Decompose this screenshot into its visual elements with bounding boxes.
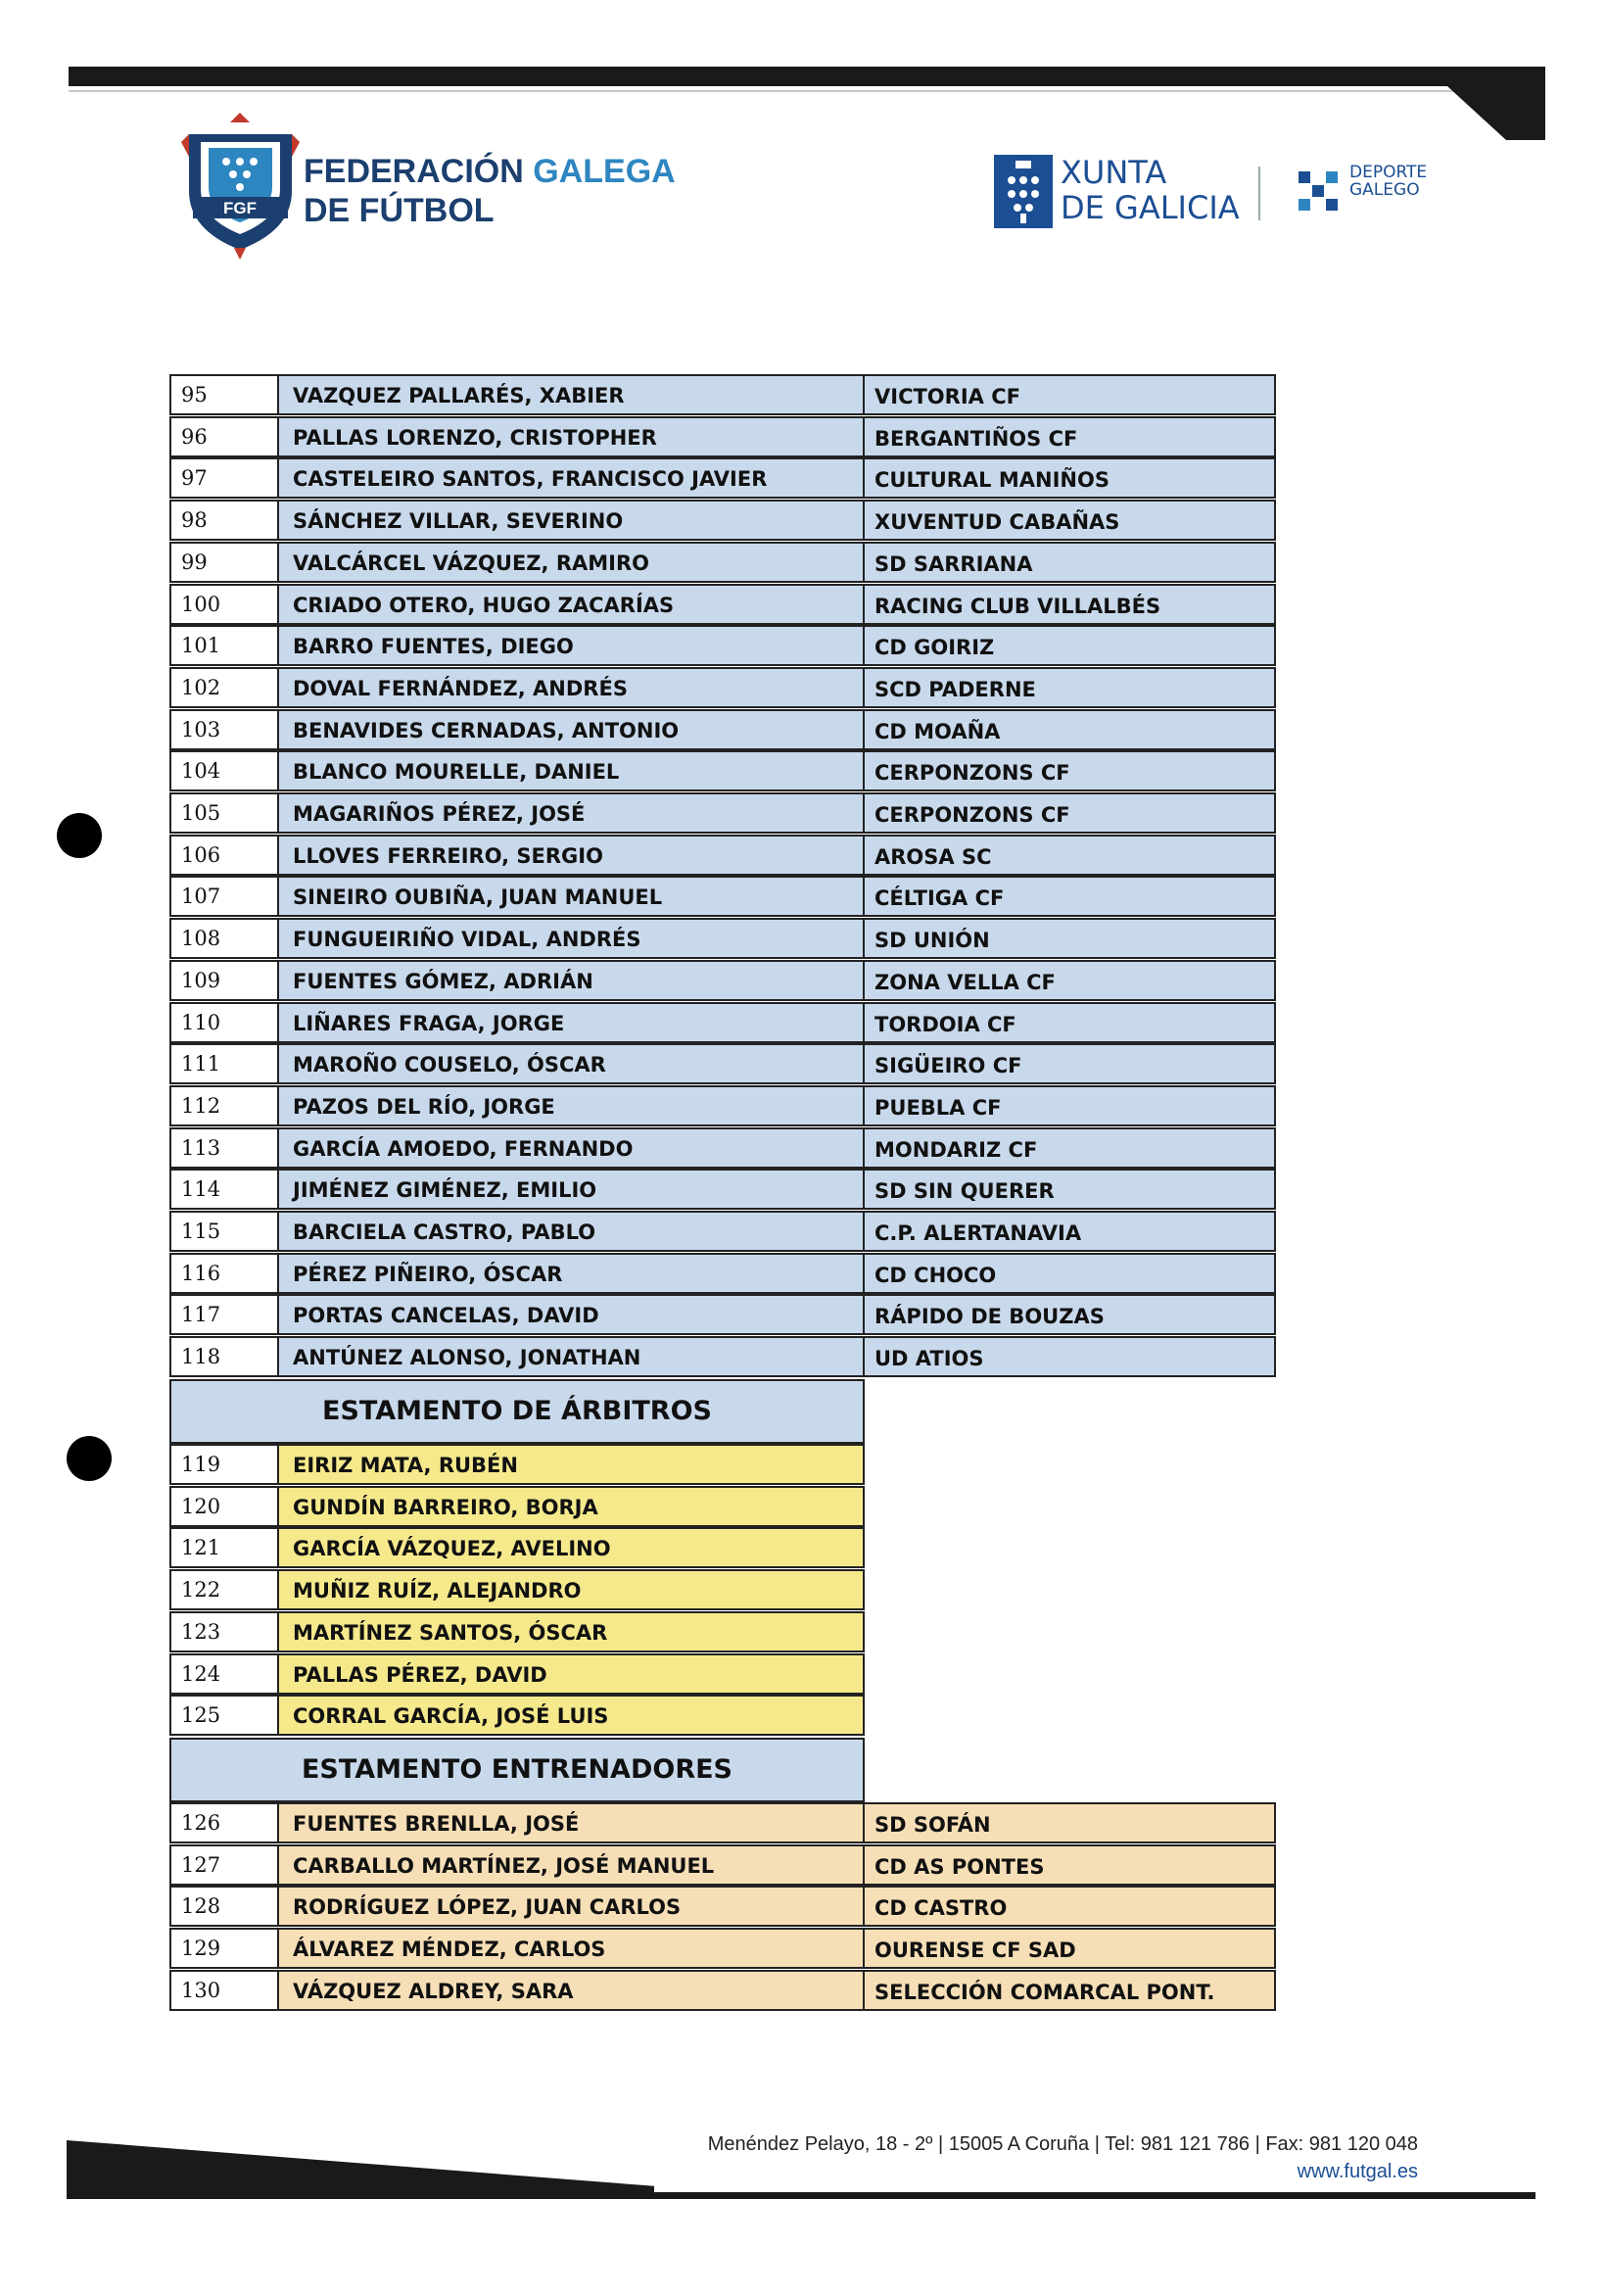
- person-name: JIMÉNEZ GIMÉNEZ, EMILIO: [277, 1169, 865, 1210]
- footer-website-link[interactable]: www.futgal.es: [1297, 2161, 1418, 2182]
- table-row: [169, 1169, 1276, 1210]
- person-name: GUNDÍN BARREIRO, BORJA: [277, 1486, 865, 1527]
- table-row: [169, 1253, 1276, 1294]
- person-name: MUÑIZ RUÍZ, ALEJANDRO: [277, 1569, 865, 1610]
- row-number: 107: [169, 876, 277, 917]
- row-number: 129: [169, 1928, 277, 1969]
- footer-thin-rule: [548, 2192, 1535, 2199]
- row-number: 103: [169, 709, 277, 750]
- club-name: C.P. ALERTANAVIA: [865, 1211, 1276, 1252]
- table-row: [169, 876, 1276, 917]
- row-number: 114: [169, 1169, 277, 1210]
- deporte-line2: GALEGO: [1349, 180, 1420, 200]
- row-number: 125: [169, 1695, 277, 1736]
- person-name: SINEIRO OUBIÑA, JUAN MANUEL: [277, 876, 865, 917]
- person-name: FUNGUEIRIÑO VIDAL, ANDRÉS: [277, 918, 865, 959]
- person-name: MARTÍNEZ SANTOS, ÓSCAR: [277, 1611, 865, 1652]
- club-name: CERPONZONS CF: [865, 750, 1276, 791]
- table-row: [169, 1695, 1276, 1736]
- table-row: [169, 1970, 1276, 2011]
- table-row: [169, 1653, 1276, 1695]
- person-name: GARCÍA VÁZQUEZ, AVELINO: [277, 1527, 865, 1568]
- table-row: [169, 918, 1276, 959]
- person-name: BARCIELA CASTRO, PABLO: [277, 1211, 865, 1252]
- person-name: EIRIZ MATA, RUBÉN: [277, 1444, 865, 1485]
- row-number: 110: [169, 1002, 277, 1043]
- person-name: BENAVIDES CERNADAS, ANTONIO: [277, 709, 865, 750]
- table-row: [169, 1211, 1276, 1252]
- table-row: [169, 792, 1276, 834]
- row-number: 113: [169, 1127, 277, 1169]
- club-name: OURENSE CF SAD: [865, 1928, 1276, 1969]
- row-number: 100: [169, 584, 277, 625]
- footer-rule: [67, 2140, 654, 2199]
- person-name: SÁNCHEZ VILLAR, SEVERINO: [277, 500, 865, 541]
- table-row: [169, 835, 1276, 876]
- table-row: [169, 1127, 1276, 1169]
- person-name: ÁLVAREZ MÉNDEZ, CARLOS: [277, 1928, 865, 1969]
- person-name: LLOVES FERREIRO, SERGIO: [277, 835, 865, 876]
- person-name: VÁZQUEZ ALDREY, SARA: [277, 1970, 865, 2011]
- club-name: AROSA SC: [865, 835, 1276, 876]
- club-name: CD GOIRIZ: [865, 625, 1276, 666]
- table-row: [169, 1928, 1276, 1969]
- table-row: [169, 584, 1276, 625]
- table-row: [169, 1886, 1276, 1927]
- person-name: PORTAS CANCELAS, DAVID: [277, 1294, 865, 1335]
- person-name: CASTELEIRO SANTOS, FRANCISCO JAVIER: [277, 457, 865, 499]
- person-name: PÉREZ PIÑEIRO, ÓSCAR: [277, 1253, 865, 1294]
- person-name: PALLAS LORENZO, CRISTOPHER: [277, 416, 865, 457]
- row-number: 118: [169, 1336, 277, 1377]
- person-name: VAZQUEZ PALLARÉS, XABIER: [277, 374, 865, 415]
- club-name: CULTURAL MANIÑOS: [865, 457, 1276, 499]
- row-number: 121: [169, 1527, 277, 1568]
- table-row: [169, 1802, 1276, 1843]
- row-number: 96: [169, 416, 277, 457]
- table-row: [169, 1336, 1276, 1377]
- row-number: 126: [169, 1802, 277, 1843]
- header-thin-rule: [69, 90, 1537, 92]
- person-name: GARCÍA AMOEDO, FERNANDO: [277, 1127, 865, 1169]
- table-row: [169, 1611, 1276, 1652]
- row-number: 104: [169, 750, 277, 791]
- club-name: CD AS PONTES: [865, 1844, 1276, 1886]
- punch-hole-upper: [57, 813, 102, 858]
- table-row: [169, 1844, 1276, 1886]
- fgf-badge-text: FGF: [223, 199, 257, 217]
- person-name: ANTÚNEZ ALONSO, JONATHAN: [277, 1336, 865, 1377]
- person-name: CRIADO OTERO, HUGO ZACARÍAS: [277, 584, 865, 625]
- referees-section-title: ESTAMENTO DE ÁRBITROS: [169, 1379, 865, 1444]
- row-number: 111: [169, 1043, 277, 1084]
- row-number: 97: [169, 457, 277, 499]
- table-row: [169, 1444, 1276, 1485]
- club-name: CD CASTRO: [865, 1886, 1276, 1927]
- club-name: CD MOAÑA: [865, 709, 1276, 750]
- club-name: PUEBLA CF: [865, 1085, 1276, 1126]
- person-name: DOVAL FERNÁNDEZ, ANDRÉS: [277, 667, 865, 708]
- person-name: FUENTES BRENLLA, JOSÉ: [277, 1802, 865, 1843]
- table-row: [169, 960, 1276, 1001]
- club-name: ZONA VELLA CF: [865, 960, 1276, 1001]
- federation-line1: FEDERACIÓN: [304, 153, 524, 190]
- row-number: 109: [169, 960, 277, 1001]
- table-row: [169, 416, 1276, 457]
- table-row: [169, 1043, 1276, 1084]
- club-name: SCD PADERNE: [865, 667, 1276, 708]
- club-name: SD UNIÓN: [865, 918, 1276, 959]
- club-name: BERGANTIÑOS CF: [865, 416, 1276, 457]
- table-row: [169, 1527, 1276, 1568]
- person-name: RODRÍGUEZ LÓPEZ, JUAN CARLOS: [277, 1886, 865, 1927]
- person-name: MAROÑO COUSELO, ÓSCAR: [277, 1043, 865, 1084]
- federation-line2: DE FÚTBOL: [304, 192, 495, 229]
- person-name: PAZOS DEL RÍO, JORGE: [277, 1085, 865, 1126]
- table-row: [169, 1002, 1276, 1043]
- deporte-line1: DEPORTE: [1349, 163, 1428, 182]
- deporte-wordmark: [1349, 164, 1427, 199]
- row-number: 119: [169, 1444, 277, 1485]
- row-number: 123: [169, 1611, 277, 1652]
- row-number: 95: [169, 374, 277, 415]
- club-name: SD SOFÁN: [865, 1802, 1276, 1843]
- row-number: 108: [169, 918, 277, 959]
- person-name: LIÑARES FRAGA, JORGE: [277, 1002, 865, 1043]
- xunta-wordmark: [1061, 155, 1240, 225]
- table-row: [169, 750, 1276, 791]
- club-name: CERPONZONS CF: [865, 792, 1276, 834]
- xunta-crest-icon: [994, 155, 1053, 228]
- coaches-section-title: ESTAMENTO ENTRENADORES: [169, 1738, 865, 1802]
- table-row: [169, 1569, 1276, 1610]
- person-name: CORRAL GARCÍA, JOSÉ LUIS: [277, 1695, 865, 1736]
- person-name: CARBALLO MARTÍNEZ, JOSÉ MANUEL: [277, 1844, 865, 1886]
- row-number: 105: [169, 792, 277, 834]
- row-number: 115: [169, 1211, 277, 1252]
- table-row: [169, 625, 1276, 666]
- club-name: SIGÜEIRO CF: [865, 1043, 1276, 1084]
- punch-hole-lower: [67, 1436, 112, 1481]
- club-name: SD SARRIANA: [865, 542, 1276, 583]
- club-name: SELECCIÓN COMARCAL PONT.: [865, 1970, 1276, 2011]
- row-number: 106: [169, 835, 277, 876]
- club-name: RÁPIDO DE BOUZAS: [865, 1294, 1276, 1335]
- header-rule-end: [1447, 86, 1545, 140]
- club-name: XUVENTUD CABAÑAS: [865, 500, 1276, 541]
- header-rule: [69, 67, 1545, 86]
- row-number: 116: [169, 1253, 277, 1294]
- table-row: [169, 542, 1276, 583]
- xunta-line2: DE GALICIA: [1061, 189, 1240, 226]
- row-number: 124: [169, 1653, 277, 1695]
- row-number: 128: [169, 1886, 277, 1927]
- club-name: CÉLTIGA CF: [865, 876, 1276, 917]
- person-name: MAGARIÑOS PÉREZ, JOSÉ: [277, 792, 865, 834]
- row-number: 101: [169, 625, 277, 666]
- club-name: CD CHOCO: [865, 1253, 1276, 1294]
- row-number: 112: [169, 1085, 277, 1126]
- table-row: [169, 457, 1276, 499]
- club-name: VICTORIA CF: [865, 374, 1276, 415]
- person-name: VALCÁRCEL VÁZQUEZ, RAMIRO: [277, 542, 865, 583]
- club-name: SD SIN QUERER: [865, 1169, 1276, 1210]
- person-name: BARRO FUENTES, DIEGO: [277, 625, 865, 666]
- table-row: [169, 1294, 1276, 1335]
- fgf-shield-logo: [179, 113, 302, 260]
- federation-accent: GALEGA: [533, 153, 676, 190]
- logo-separator: [1258, 167, 1260, 220]
- row-number: 117: [169, 1294, 277, 1335]
- row-number: 102: [169, 667, 277, 708]
- person-name: BLANCO MOURELLE, DANIEL: [277, 750, 865, 791]
- person-name: PALLAS PÉREZ, DAVID: [277, 1653, 865, 1695]
- deporte-galego-icon: [1293, 162, 1342, 222]
- club-name: MONDARIZ CF: [865, 1127, 1276, 1169]
- club-name: TORDOIA CF: [865, 1002, 1276, 1043]
- row-number: 130: [169, 1970, 277, 2011]
- row-number: 99: [169, 542, 277, 583]
- row-number: 127: [169, 1844, 277, 1886]
- club-name: RACING CLUB VILLALBÉS: [865, 584, 1276, 625]
- table-row: [169, 667, 1276, 708]
- xunta-line1: XUNTA: [1061, 154, 1167, 191]
- row-number: 120: [169, 1486, 277, 1527]
- table-row: [169, 500, 1276, 541]
- footer-address: Menéndez Pelayo, 18 - 2º | 15005 A Coruña | Tel: 981 121 786 | Fax: 981 120 048: [707, 2133, 1418, 2155]
- table-row: [169, 1085, 1276, 1126]
- table-row: [169, 1486, 1276, 1527]
- table-row: [169, 709, 1276, 750]
- row-number: 98: [169, 500, 277, 541]
- club-name: UD ATIOS: [865, 1336, 1276, 1377]
- row-number: 122: [169, 1569, 277, 1610]
- table-row: [169, 374, 1276, 415]
- federation-name: [304, 152, 676, 230]
- person-name: FUENTES GÓMEZ, ADRIÁN: [277, 960, 865, 1001]
